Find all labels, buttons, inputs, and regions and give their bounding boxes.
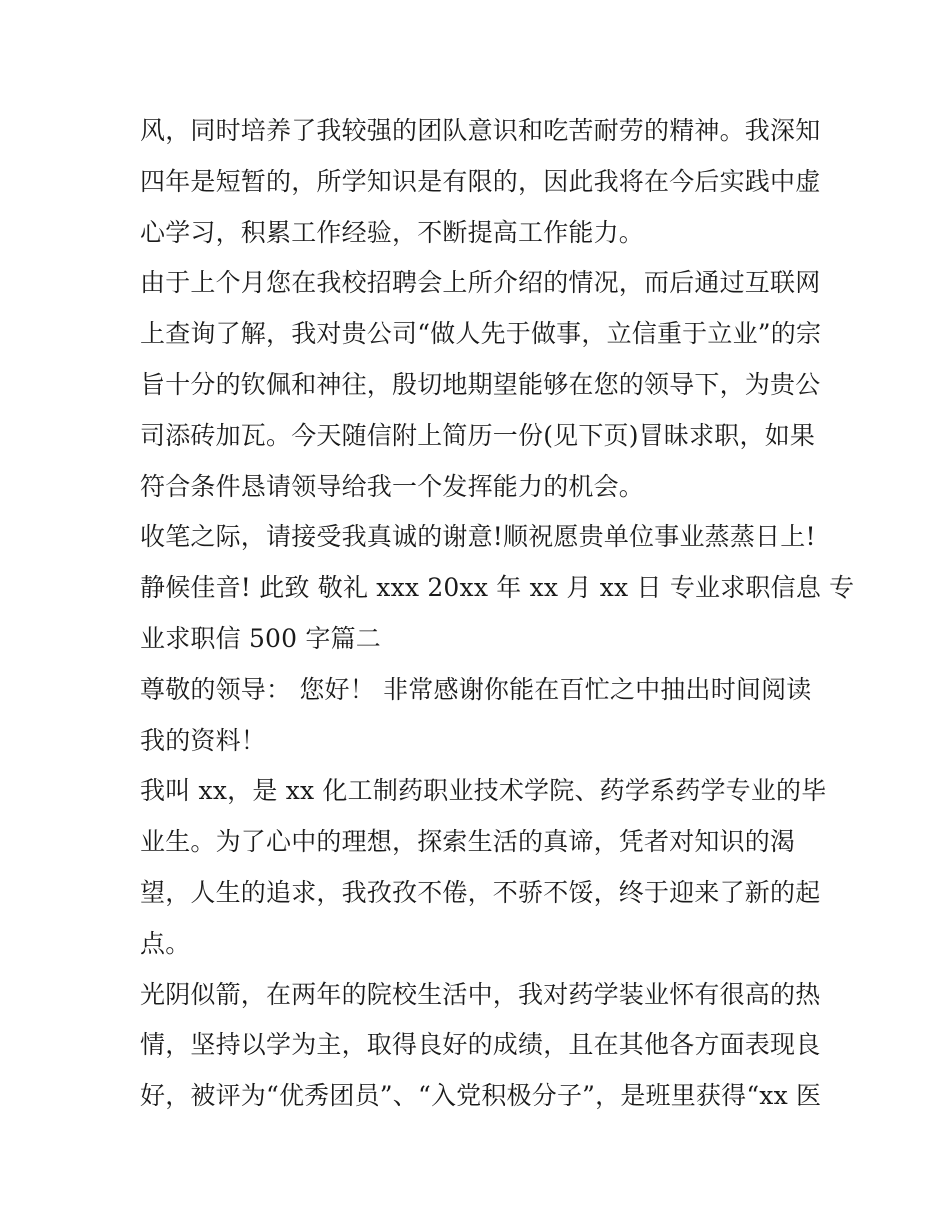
text-line: 业求职信 500 字篇二	[140, 623, 382, 653]
text-line: 好，被评为“优秀团员”、“入党积极分子”，是班里获得“xx 医	[140, 1081, 822, 1111]
text-line: 风，同时培养了我较强的团队意识和吃苦耐劳的精神。我深知	[140, 116, 821, 145]
text-line: 望，人生的追求，我孜孜不倦，不骄不馁，终于迎来了新的起	[140, 877, 821, 907]
text-line: 情，坚持以学为主，取得良好的成绩，且在其他各方面表现良	[140, 1030, 821, 1060]
text-line: 四年是短暂的，所学知识是有限的，因此我将在今后实践中虚	[140, 166, 821, 196]
text-line: 由于上个月您在我校招聘会上所介绍的情况，而后通过互联网	[140, 268, 821, 298]
text-line: 收笔之际，请接受我真诚的谢意!顺祝愿贵单位事业蒸蒸日上!	[140, 522, 816, 552]
text-line: 点。	[140, 928, 191, 958]
text-line: 我的资料！	[140, 725, 267, 755]
text-line: 我叫 xx，是 xx 化工制药职业技术学院、药学系药学专业的毕	[140, 776, 827, 806]
text-line: 光阴似箭，在两年的院校生活中，我对药学装业怀有很高的热	[140, 979, 821, 1009]
text-line: 心学习，积累工作经验，不断提高工作能力。	[140, 217, 645, 247]
body-text	[140, 106, 855, 1122]
text-line: 符合条件恳请领导给我一个发挥能力的机会。	[140, 471, 645, 501]
text-line: 旨十分的钦佩和神往，殷切地期望能够在您的领导下，为贵公	[140, 369, 821, 399]
text-line: 司添砖加瓦。今天随信附上简历一份(见下页)冒昧求职，如果	[140, 420, 816, 450]
text-line: 尊敬的领导： 您好！ 非常感谢你能在百忙之中抽出时间阅读	[140, 674, 812, 704]
text-line: 上查询了解，我对贵公司“做人先于做事，立信重于立业”的宗	[140, 319, 822, 349]
text-line: 静候佳音! 此致 敬礼 xxx 20xx 年 xx 月 xx 日 专业求职信息 专	[140, 573, 855, 603]
text-line: 业生。为了心中的理想，探索生活的真谛，凭者对知识的渴	[140, 827, 796, 857]
